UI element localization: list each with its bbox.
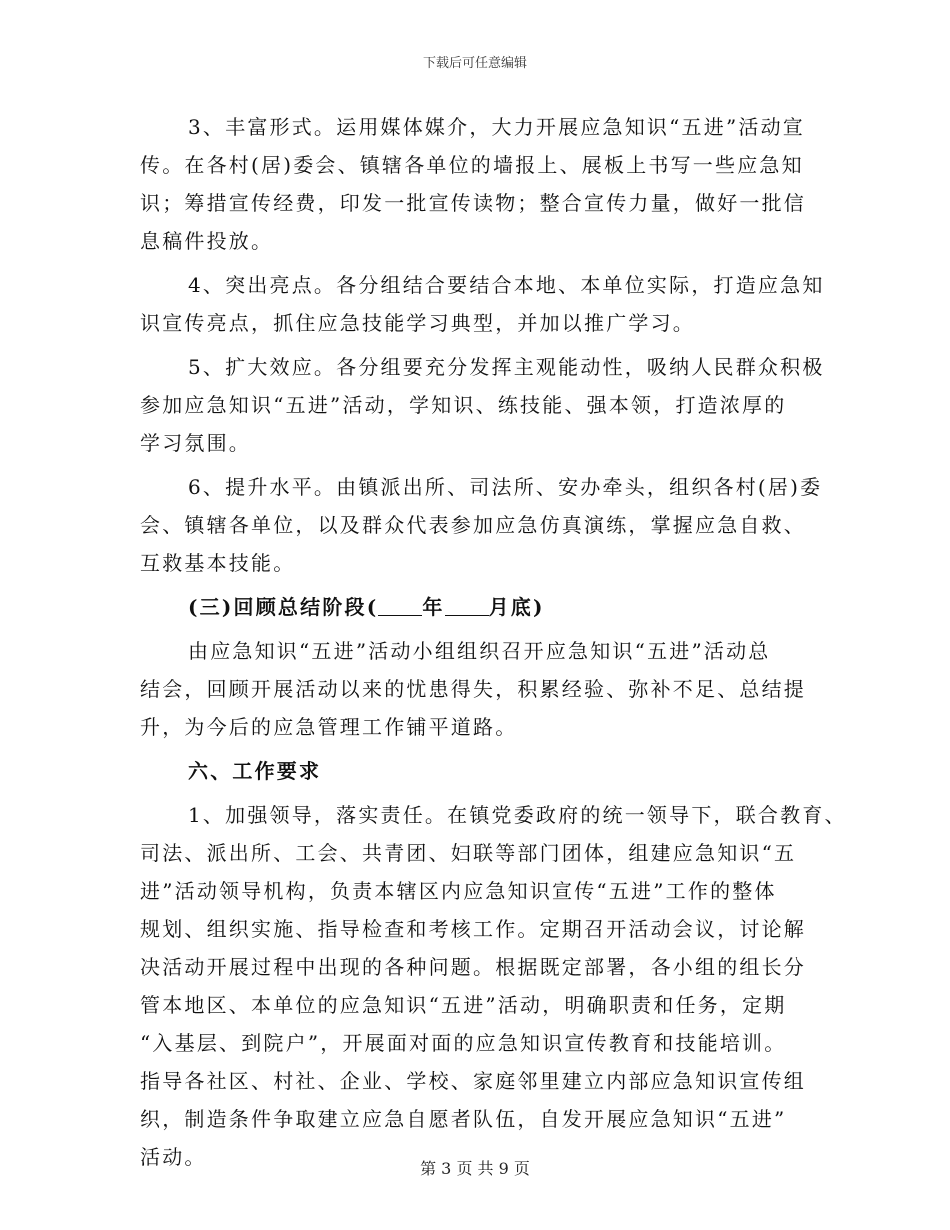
text-line: 3、丰富形式。运用媒体媒介，大力开展应急知识“五进”活动宣 [188, 115, 805, 139]
paragraph-rich-forms [140, 108, 830, 260]
text-line: 会、镇辖各单位，以及群众代表参加应急仿真演练，掌握应急自救、 [140, 513, 806, 537]
month-blank [445, 595, 489, 616]
text-line: “入基层、到院户”，开展面对面的应急知识宣传教育和技能培训。 [140, 1031, 787, 1055]
text-line: 1、加强领导，落实责任。在镇党委政府的统一领导下，联合教育、 [188, 803, 847, 827]
paragraph-improve-level [140, 468, 830, 582]
heading-prefix: (三)回顾总结阶段( [188, 595, 379, 619]
section-heading-work-requirements: 六、工作要求 [188, 759, 322, 783]
document-body [140, 108, 847, 1176]
year-blank [378, 595, 422, 616]
text-line: 升，为今后的应急管理工作铺平道路。 [140, 715, 518, 739]
text-line: 织，制造条件争取建立应急自愿者队伍，自发开展应急知识“五进” [140, 1107, 787, 1131]
text-line: 4、突出亮点。各分组结合要结合本地、本单位实际，打造应急知 [188, 273, 825, 297]
text-line: 指导各社区、村社、企业、学校、家庭邻里建立内部应急知识宣传组 [140, 1069, 806, 1093]
text-line: 识宣传亮点，抓住应急技能学习典型，并加以推广学习。 [140, 311, 695, 335]
text-line: 由应急知识“五进”活动小组组织召开应急知识“五进”活动总 [188, 639, 771, 663]
page-number: 第 3 页 共 9 页 [420, 1159, 530, 1178]
text-line: 结会，回顾开展活动以来的忧患得失，积累经验、弥补不足、总结提 [140, 677, 806, 701]
paragraph-highlights [140, 266, 830, 342]
section-heading-review-stage [140, 588, 830, 626]
text-line: 互救基本技能。 [140, 551, 296, 575]
text-line: 规划、组织实施、指导检查和考核工作。定期召开活动会议，讨论解 [140, 917, 806, 941]
text-line: 参加应急知识“五进”活动，学知识、练技能、强本领，打造浓厚的 [140, 393, 787, 417]
page-header: 下载后可任意编辑 [422, 56, 527, 71]
heading-suffix: 月底) [488, 595, 545, 619]
paragraph-leadership [140, 796, 847, 1176]
text-line: 传。在各村(居)委会、镇辖各单位的墙报上、展板上书写一些应急知 [140, 153, 804, 177]
heading-mid: 年 [422, 595, 445, 619]
paragraph-review-summary [140, 632, 830, 746]
text-line: 学习氛围。 [140, 431, 251, 455]
paragraph-expand-effect [140, 348, 830, 462]
text-line: 活动。 [140, 1145, 207, 1169]
text-line: 管本地区、本单位的应急知识“五进”活动，明确职责和任务，定期 [140, 993, 787, 1017]
text-line: 决活动开展过程中出现的各种问题。根据既定部署，各小组的组长分 [140, 955, 806, 979]
text-line: 识；筹措宣传经费，印发一批宣传读物；整合宣传力量，做好一批信 [140, 191, 806, 215]
text-line: 5、扩大效应。各分组要充分发挥主观能动性，吸纳人民群众积极 [188, 355, 825, 379]
text-line: 司法、派出所、工会、共青团、妇联等部门团体，组建应急知识“五 [140, 841, 797, 865]
text-line: 6、提升水平。由镇派出所、司法所、安办牵头，组织各村(居)委 [188, 475, 823, 499]
text-line: 进”活动领导机构，负责本辖区内应急知识宣传“五进”工作的整体 [140, 879, 777, 903]
text-line: 息稿件投放。 [140, 229, 274, 253]
